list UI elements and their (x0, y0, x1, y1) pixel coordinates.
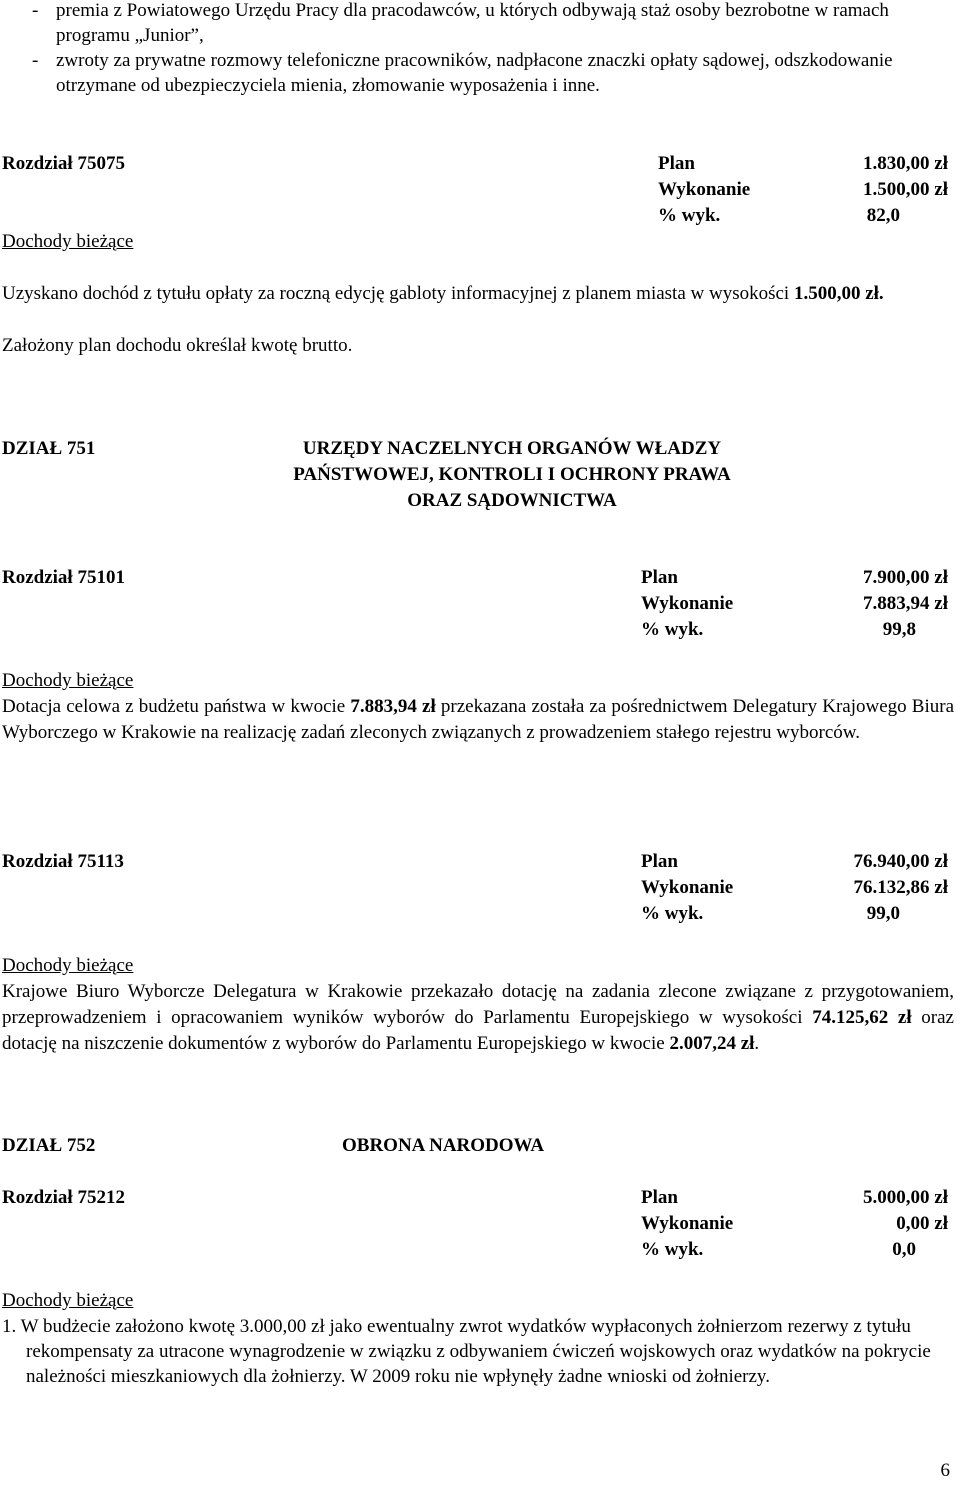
amount: 7.883,94 zł (350, 696, 436, 717)
section-title: Rozdział 75101 (2, 567, 125, 588)
pct-label: % wyk. (641, 619, 704, 640)
pct-value: 0,0 (892, 1239, 916, 1260)
dzial-heading-752 (2, 1133, 952, 1159)
page-number: 6 (940, 1460, 950, 1481)
dochody-heading: Dochody bieżące (2, 670, 134, 691)
plan-label: Plan (658, 153, 695, 174)
amount: 2.007,24 zł (669, 1033, 755, 1054)
plan-label: Plan (641, 1187, 678, 1208)
section-title: Rozdział 75113 (2, 851, 124, 872)
list-item (0, 0, 956, 48)
bullet-dash: - (32, 0, 39, 21)
section-header-75113 (0, 849, 956, 929)
dzial-label: DZIAŁ 752 (2, 1135, 96, 1156)
wykonanie-value: 76.132,86 zł (853, 877, 948, 898)
pct-value: 99,0 (866, 903, 900, 924)
wykonanie-value: 0,00 zł (896, 1213, 948, 1234)
plan-value: 1.830,00 zł (863, 153, 948, 174)
dzial-title-line: ORAZ SĄDOWNICTWA (407, 490, 617, 511)
dochody-heading: Dochody bieżące (2, 955, 134, 976)
pct-value: 99,8 (882, 619, 916, 640)
section-title: Rozdział 75075 (2, 153, 125, 174)
wykonanie-label: Wykonanie (641, 593, 734, 614)
dzial-title-line: OBRONA NARODOWA (342, 1135, 545, 1156)
amount: 74.125,62 zł (812, 1007, 912, 1028)
plan-label: Plan (641, 567, 678, 588)
section-title: Rozdział 75212 (2, 1187, 125, 1208)
dzial-heading-751 (2, 436, 952, 516)
amount: 1.500,00 zł (793, 283, 879, 304)
plan-value: 76.940,00 zł (853, 851, 948, 872)
dochody-heading: Dochody bieżące (2, 1290, 134, 1311)
wykonanie-label: Wykonanie (641, 1213, 734, 1234)
intro-list (0, 0, 956, 98)
list-item-text: premia z Powiatowego Urzędu Pracy dla pracodawców, u których odbywają staż osoby bezrobotne w ramach programu „Junior”, (56, 0, 889, 46)
pct-label: % wyk. (641, 903, 704, 924)
wykonanie-value: 1.500,00 zł (863, 179, 948, 200)
wykonanie-label: Wykonanie (658, 179, 751, 200)
pct-label: % wyk. (641, 1239, 704, 1260)
list-item (0, 48, 956, 98)
pct-label: % wyk. (658, 205, 721, 226)
paragraph: Dotacja celowa z budżetu państwa w kwocie 7.883,94 zł przekazana została za pośrednictwem Delegatury Krajowego Biura Wyborczego w Krakowie na realizację zadań zleconych związanych z prowadzeniem stałego rejestru wyborców. (2, 696, 954, 743)
plan-label: Plan (641, 851, 678, 872)
section-header-75212 (0, 1185, 956, 1265)
pct-value: 82,0 (866, 205, 900, 226)
plan-value: 7.900,00 zł (863, 567, 948, 588)
dochody-heading: Dochody bieżące (2, 231, 134, 252)
bullet-dash: - (32, 50, 39, 71)
wykonanie-value: 7.883,94 zł (863, 593, 948, 614)
wykonanie-label: Wykonanie (641, 877, 734, 898)
dzial-title-line: PAŃSTWOWEJ, KONTROLI I OCHRONY PRAWA (293, 464, 731, 485)
list-item-text: zwroty za prywatne rozmowy telefoniczne pracowników, nadpłacone znaczki opłaty sądowej, odszkodowanie otrzymane od ubezpieczyciela mienia, złomowanie wyposażenia i inne. (56, 50, 893, 96)
plan-value: 5.000,00 zł (863, 1187, 948, 1208)
paragraph: Uzyskano dochód z tytułu opłaty za roczną edycję gabloty informacyjnej z planem miasta w wysokości 1.500,00 zł. (2, 283, 884, 304)
list-item: 1. W budżecie założono kwotę 3.000,00 zł jako ewentualny zwrot wydatków wypłaconych żołnierzom rezerwy z tytułu rekompensaty za utracone wynagrodzenie w związku z odbywaniem ćwiczeń wojskowych oraz wydatków na pokrycie należności mieszkaniowych dla żołnierzy. W 2009 roku nie wpłynęły żadne wnioski od żołnierzy. (2, 1316, 931, 1387)
dzial-title-line: URZĘDY NACZELNYCH ORGANÓW WŁADZY (302, 438, 722, 459)
section-header-75075 (0, 151, 956, 231)
section-header-75101 (0, 565, 956, 645)
paragraph: Założony plan dochodu określał kwotę brutto. (2, 335, 353, 356)
dzial-label: DZIAŁ 751 (2, 438, 96, 459)
paragraph: Krajowe Biuro Wyborcze Delegatura w Krakowie przekazało dotację na zadania zlecone związane z przygotowaniem, przeprowadzeniem i opracowaniem wyników wyborów do Parlamentu Europejskiego w wysokości 74.125,62 zł oraz dotację na niszczenie dokumentów z wyborów do Parlamentu Europejskiego w kwocie 2.007,24 zł. (2, 981, 954, 1054)
